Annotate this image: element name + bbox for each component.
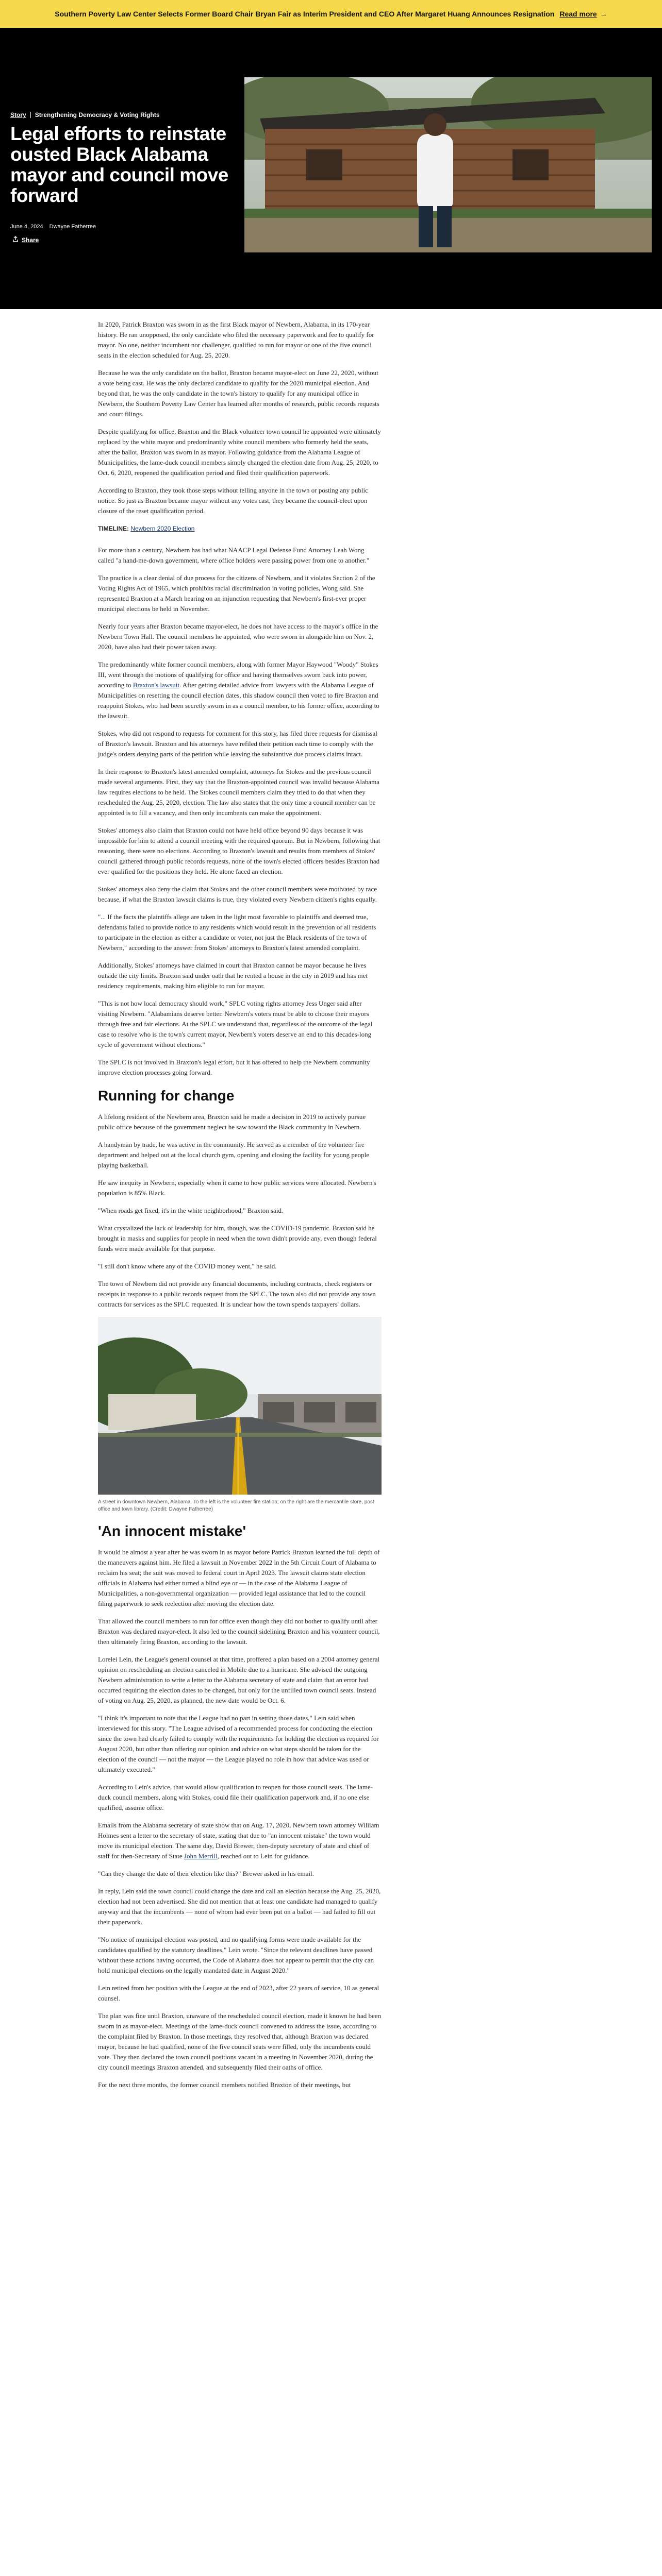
section-heading: Running for change [98,1088,235,1104]
text-run: . After getting detailed advice from lawyers with the Alabama League of Municipalities on resetting the council election dates, this shadow council then voted to fire Braxton and reappoint Stokes, who had been secretly sworn in as a council member, to his former office, according to the lawsuit. [98,681,379,720]
article-meta [10,224,96,230]
paragraph: What crystalized the lack of leadership for him, though, was the COVID-19 pandemic. Braxton said he brought in masks and supplies for people in need when the town didn't provide any, even though federal funds were made available for that purpose. [98,1224,377,1252]
page-title: Legal efforts to reinstate ousted Black Alabama mayor and council move forward [10,123,228,206]
paragraph: Stokes, who did not respond to requests for comment for this story, has filed three requests for dismissal of Braxton's lawsuit. Braxton and his attorneys have refiled their petition each time to comply with the judge's orders denying parts of the petition while leaving the substantive due process claims intact. [98,730,377,758]
paragraph: "This is not how local democracy should work," SPLC voting rights attorney Jess Unger said after visiting Newbern. "Alabamians deserve better. Newbern's voters must be able to choose their mayors through free and fair elections. At the SPLC we understand that, regardless of the outcome of the legal case to resolve who is the town's current mayor, Newbern's voters deserve an end to this decades-long cycle of government without elections." [98,999,373,1048]
paragraph: "No notice of municipal election was posted, and no qualifying forms were made available for the candidates qualified by the statutory deadlines," Lein wrote. "Since the relevant deadlines have passed without these actions having occurred, the Code of Alabama does not appear to permit that the city can hold municipal elections on the legally mandated date in August 2020." [98,1936,374,1974]
section-heading: 'An innocent mistake' [98,1523,246,1539]
paragraph: He saw inequity in Newbern, especially when it came to how public services were allocated. Newbern's population is 85% Black. [98,1179,376,1197]
paragraph: Additionally, Stokes' attorneys have claimed in court that Braxton cannot be mayor because he lives outside the city limits. Braxton said under oath that he rented a house in the city in 2019 and has met residency requirements, making him eligible to run for mayor. [98,961,368,990]
john-merrill-link[interactable]: John Merrill [184,1852,218,1860]
text-run: The predominantly white former council members, along with former Mayor Haywood "Woody" Stokes III, went through the motions of qualifying for office and having themselves sworn back into power, according to [98,660,378,689]
paragraph: Despite qualifying for office, Braxton and the Black volunteer town council he appointed were ultimately replaced by the white mayor and predominantly white council members who formerly held the seats, after the ballot, Braxton was sworn in as mayor. Following guidance from the Alabama League of Municipalities, the lame-duck council members simply changed the election date from Aug. 25, 2020, to Oct. 6, 2020, reopened the qualification period and filed their qualification paperwork. [98,428,381,477]
paragraph: The practice is a clear denial of due process for the citizens of Newbern, and it violates Section 2 of the Voting Rights Act of 1965, which prohibits racial discrimination in voting policies, Wong said. She represented Braxton at a March hearing on an injunction requesting that Newbern's first-ever proper municipal elections be held in November. [98,574,375,613]
article-body [98,319,382,2097]
paragraph: That allowed the council members to run for office even though they did not bother to qualify until after Braxton was declared mayor-elect. It also led to the council sidelining Braxton and his volunteer council, then ultimately firing Braxton, according to the lawsuit. [98,1617,380,1646]
hero-section [0,105,662,270]
share-label: Share [22,236,39,244]
share-icon [12,236,19,244]
paragraph: In reply, Lein said the town council could change the date and call an election because the Aug. 25, 2020, election had not been advertised. She did not mention that at least one candidate had managed to qualify anyway and that the incumbents — none of whom had ever been put on a ballot — had failed to fill out their paperwork. [98,1887,381,1926]
announcement-banner[interactable] [0,0,662,28]
paragraph: In their response to Braxton's latest amended complaint, attorneys for Stokes and the previous council made several arguments. First, they say that the Braxton-appointed council was invalid because Alabama law requires elections to be held. The Stokes council members claim they tried to do that when they rescheduled the Aug. 25, 2020, election. The law also states that the only time a council member can be appointed is to fill a vacancy, and then only incumbents can make the appointment. [98,768,379,817]
street-photo [98,1317,382,1495]
banner-read-more-link[interactable]: Read more [559,10,597,18]
hero-bottom-band [0,270,662,309]
share-button[interactable] [10,234,41,246]
author-link[interactable]: Dwayne Fatherree [49,224,96,230]
paragraph: "I still don't know where any of the COVID money went," he said. [98,1262,277,1270]
paragraph: The plan was fine until Braxton, unaware of the rescheduled council election, made it known he had been sworn in as mayor-elect. Meetings of the lame-duck council convened to address the issue, according to the complaint filed by Braxton. In those meetings, they resolved that, although Braxton was declared mayor, because he had qualified, none of the five council seats were filled, only the incumbents could vote. They then declared the town council positions vacant in a meeting in November 2020, during the city council meetings Braxton attended, and subsequently filed their oaths of office. [98,2012,382,2071]
breadcrumb-topic-link[interactable]: Strengthening Democracy & Voting Rights [35,111,160,118]
paragraph: In 2020, Patrick Braxton was sworn in as the first Black mayor of Newbern, Alabama, in its 170-year history. He ran unopposed, the only candidate who filed the necessary paperwork and fee to qualify for mayor. No one, neither incumbent nor challenger, qualified to run for mayor or one of the five council seats in the election scheduled for Aug. 25, 2020. [98,320,374,359]
lawsuit-link[interactable]: Braxton's lawsuit [133,681,179,689]
breadcrumb-story-link[interactable]: Story [10,111,26,118]
paragraph: "... If the facts the plaintiffs allege are taken in the light most favorable to plaintiffs and deemed true, defendants failed to provide notice to any residents which would result in the prevention of all residents to participate in the election as either a candidate or voter, not just the Black residents of the town of Newbern," according to the answer from Stokes' attorneys to Braxton's latest amended complaint. [98,913,376,952]
breadcrumb [10,111,160,118]
text-run: Emails from the Alabama secretary of state show that on Aug. 17, 2020, Newbern town attorney William Holmes sent a letter to the secretary of state, stating that due to "an innocent mistake" the town would move its municipal election. The same day, David Brewer, then-deputy secretary of state and chief of staff for then-Secretary of State [98,1821,379,1860]
paragraph: Lein retired from her position with the League at the end of 2023, after 22 years of service, 10 as general counsel. [98,1984,379,2002]
timeline-callout [98,523,382,534]
timeline-link[interactable]: Newbern 2020 Election [130,525,195,532]
paragraph: According to Lein's advice, that would allow qualification to reopen for those council seats. The lame-duck council members, along with Stokes, could file their qualification paperwork and, if no one else qualified, assume office. [98,1783,373,1811]
paragraph: Because he was the only candidate on the ballot, Braxton became mayor-elect on June 22, 2020, without a vote being cast. He was the only declared candidate to qualify for the 2020 municipal election. And beyond that, he was the only candidate in the town's history to qualify for any municipal office in Newbern, the Southern Poverty Law Center has learned after months of research, public records requests and court filings. [98,369,379,418]
paragraph: For the next three months, the former council members notified Braxton of their meetings, but [98,2081,351,2089]
paragraph: "I think it's important to note that the League had no part in setting those dates," Lein said when interviewed for this story. "The League advised of a recommended process for conducting the election since the town had clearly failed to comply with the requirements for holding the election as required for August 2020, but other than offering our opinion and advice on what steps should be taken for the election of the council — not the mayor — the League played no role in how that advice was used or ultimately executed." [98,1714,379,1773]
paragraph: For more than a century, Newbern has had what NAACP Legal Defense Fund Attorney Leah Wong called "a hand-me-down government, where office holders were passing power from one to another." [98,546,370,564]
timeline-label: TIMELINE: [98,525,129,532]
banner-text: Southern Poverty Law Center Selects Former Board Chair Bryan Fair as Interim President and CEO After Margaret Huang Announces Resignation [55,10,555,18]
figure-caption: A street in downtown Newbern, Alabama. To the left is the volunteer fire station; on the right are the mercantile store, post office and town library. (Credit: Dwayne Fatherree) [98,1499,374,1512]
paragraph: The SPLC is not involved in Braxton's legal effort, but it has offered to help the Newbern community improve election processes going forward. [98,1058,370,1076]
publish-date: June 4, 2024 [10,224,43,230]
paragraph: "When roads get fixed, it's in the white neighborhood," Braxton said. [98,1207,284,1214]
paragraph: Nearly four years after Braxton became mayor-elect, he does not have access to the mayor's office in the Newbern Town Hall. The council members he appointed, who were sworn in alongside him on Nov. 2, 2020, have also had their power taken away. [98,622,378,651]
paragraph: A lifelong resident of the Newbern area, Braxton said he made a decision in 2019 to actively pursue public office because of the government neglect he saw toward the Black community in Newbern. [98,1113,366,1131]
paragraph: Stokes' attorneys also deny the claim that Stokes and the other council members were motivated by race because, if what the Braxton lawsuit claims is true, they violated every Newbern citizen's rights equally. [98,885,377,903]
paragraph: Lorelei Lein, the League's general counsel at that time, proffered a plan based on a 2004 attorney general opinion on rescheduling an election canceled in Mobile due to a hurricane. She advised the outgoing Newbern administration to write a letter to the Alabama secretary of state and claim that an error had occurred requiring the election dates to be changed, but only for the unfilled town council seats. Instead of voting on Aug. 25, 2020, as planned, the new date would be Oct. 6. [98,1655,380,1704]
paragraph [98,659,382,721]
arrow-right-icon: → [600,10,607,18]
hero-photo [244,77,652,252]
paragraph: The town of Newbern did not provide any financial documents, including contracts, check registers or receipts in response to a public records request from the SPLC. The town also did not provide any town contracts for services as the SPLC requested. It is unclear how the town spends taxpayers' dollars. [98,1280,376,1308]
paragraph [98,1820,382,1861]
paragraph: According to Braxton, they took those steps without telling anyone in the town or posting any public notice. So just as Braxton became mayor without any votes cast, they became the council-elect upon closure of the reset qualification period. [98,486,368,515]
paragraph: "Can they change the date of their election like this?" Brewer asked in his email. [98,1870,314,1877]
paragraph: A handyman by trade, he was active in the community. He served as a member of the volunteer fire department and helped out at the local church gym, opening and closing the facility for young people playing basketball. [98,1141,369,1169]
paragraph: It would be almost a year after he was sworn in as mayor before Patrick Braxton learned the full depth of the maneuvers against him. He filed a lawsuit in November 2022 in the 5th Circuit Court of Alabama to reclaim his seat; the suit was moved to federal court in April 2023. The lawsuit claims state election officials in Alabama had either turned a blind eye or — in the case of the Alabama League of Municipalities, a non-governmental organization — provided legal assistance that led to the council filing paperwork to seek reelection after moving the election date. [98,1548,380,1607]
paragraph: Stokes' attorneys also claim that Braxton could not have held office beyond 90 days because it was impossible for him to attend a council meeting with the required quorum. But in Newbern, following that reasoning, there were no elections. According to Braxton's lawsuit and results from members of Stokes' council gathered through public records requests, none of the town's elected officers besides Braxton had ever qualified for the positions they held. He alone faced an election. [98,826,380,875]
text-run: , reached out to Lein for guidance. [217,1852,310,1860]
breadcrumb-divider [30,112,31,118]
